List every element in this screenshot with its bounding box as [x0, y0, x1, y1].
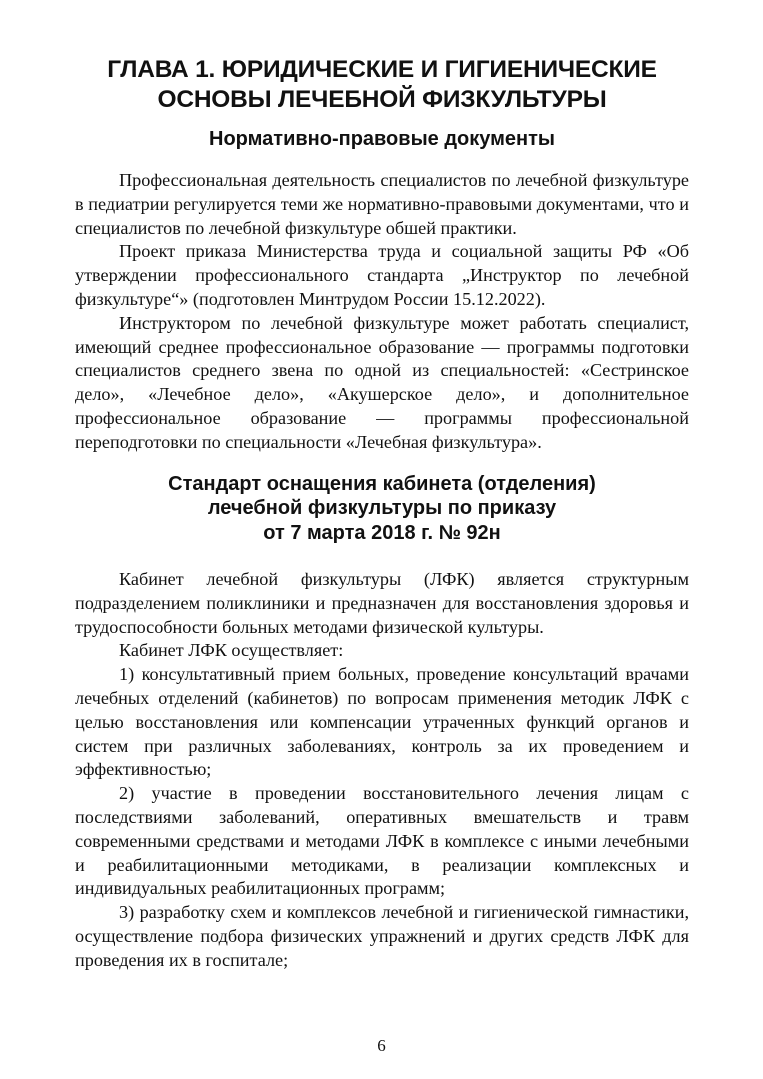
document-page: [75, 55, 689, 973]
list-item: 1) консультативный прием больных, проведение консультаций врачами лечебных отделений (кабинетов) по вопросам применения методик ЛФК с целью восстановления или компенсации утраченных функций органов и систем при различных заболеваниях, контроль за их проведением и эффективностью;: [75, 664, 689, 780]
list-item: 3) разработку схем и комплексов лечебной и гигиенической гимнастики, осуществление подбора физических упражнений и других средств ЛФК для проведения их в госпитале;: [75, 902, 689, 970]
chapter-title-line-2: ОСНОВЫ ЛЕЧЕБНОЙ ФИЗКУЛЬТУРЫ: [157, 86, 607, 113]
paragraph: Кабинет ЛФК осуществляет:: [119, 640, 344, 661]
paragraph: Инструктором по лечебной физкультуре может работать специалист, имеющий среднее профессиональное образование — программы подготовки специалистов среднего звена по одной из специальностей: «Сестринское дело», «Лечебное дело», «Акушерское дело», и дополнительное профессиональное образование — программы профессиональной переподготовки по специальности «Лечебная физкультура».: [75, 312, 689, 452]
paragraph: Профессиональная деятельность специалистов по лечебной физкультуре в педиатрии регулируется теми же нормативно-правовыми документами, что и специалистов по лечебной физкультуре обшей практики.: [75, 170, 689, 238]
section-title-equipment-standard: [75, 472, 689, 546]
page-number: 6: [377, 1036, 386, 1055]
section-title-line-3: от 7 марта 2018 г. № 92н: [263, 521, 501, 544]
paragraph: Кабинет лечебной физкультуры (ЛФК) является структурным подразделением поликлиники и предназначен для восстановления здоровья и трудоспособности больных методами физической культуры.: [75, 569, 689, 637]
list-item: 2) участие в проведении восстановительного лечения лицам с последствиями заболеваний, оперативных вмешательств и травм современными средствами и методами ЛФК в комплексе с иными лечебными и реабилитационными методиками, в реализации комплексных и индивидуальных реабилитационных программ;: [75, 783, 689, 899]
chapter-title: [75, 55, 689, 115]
paragraph: Проект приказа Министерства труда и социальной защиты РФ «Об утверждении профессионального стандарта „Инструктор по лечебной физкультуре“» (подготовлен Минтрудом России 15.12.2022).: [75, 241, 689, 309]
section-title-normative-documents: Нормативно-правовые документы: [209, 128, 555, 150]
section-title-line-1: Стандарт оснащения кабинета (отделения): [168, 472, 596, 495]
section-title-line-2: лечебной физкультуры по приказу: [207, 497, 557, 520]
chapter-title-line-1: ГЛАВА 1. ЮРИДИЧЕСКИЕ И ГИГИЕНИЧЕСКИЕ: [107, 56, 657, 83]
